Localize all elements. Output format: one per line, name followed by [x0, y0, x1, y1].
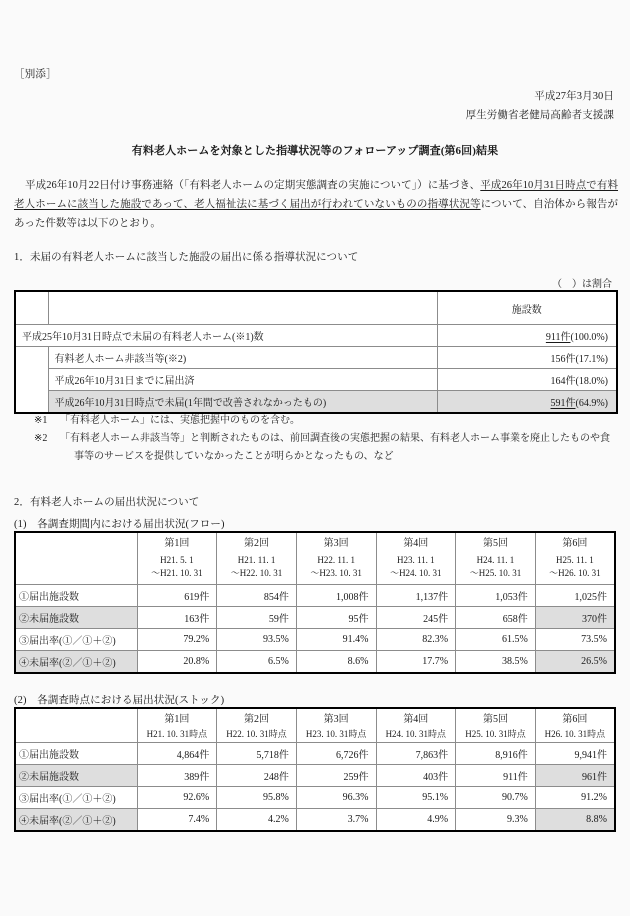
footnotes [14, 412, 618, 466]
stock-row-2-label: ②未届施設数 [15, 765, 137, 787]
ratio-note: （ ）は割合 [552, 279, 612, 290]
table-row-header-point [15, 726, 615, 743]
table-row [15, 765, 615, 787]
flow-round-4: 第4回 [376, 532, 456, 550]
stock-row-4-col-2: 4.2% [217, 809, 297, 832]
flow-row-4-label: ④未届率(②／①＋②) [15, 651, 137, 674]
stock-row-2-col-4: 403件 [376, 765, 456, 787]
table-row [15, 585, 615, 607]
flow-period-3-end: ～H23. 10. 31 [310, 568, 362, 578]
stock-round-4: 第4回 [376, 708, 456, 726]
section-2-heading: 2．有料老人ホームの届出状況について [14, 497, 200, 508]
flow-row-2-col-6: 370件 [535, 607, 615, 629]
row-value-pct: (64.9%) [575, 398, 608, 409]
flow-period-5-end: ～H25. 10. 31 [469, 568, 522, 578]
document-date: 平成27年3月30日 [534, 91, 614, 102]
row-label-submitted: 平成26年10月31日までに届出済 [48, 369, 437, 391]
flow-period-6 [535, 550, 615, 585]
flow-row-3-col-4: 82.3% [376, 629, 456, 651]
lead-paragraph [14, 176, 618, 233]
table-row-header-period [15, 550, 615, 585]
flow-row-1-label: ①届出施設数 [15, 585, 137, 607]
row-value-count: 911件 [545, 332, 571, 343]
stock-round-2: 第2回 [217, 708, 297, 726]
flow-row-2-col-4: 245件 [376, 607, 456, 629]
row-value-total [437, 325, 617, 347]
row-label-not-applicable: 有料老人ホーム非該当等(※2) [48, 347, 437, 369]
row-value-pct: (100.0%) [570, 332, 608, 343]
flow-row-1-col-5: 1,053件 [456, 585, 536, 607]
stock-row-2-col-2: 248件 [217, 765, 297, 787]
flow-period-4-end: ～H24. 10. 31 [390, 568, 442, 578]
flow-row-2-col-1: 163件 [137, 607, 217, 629]
row-label-text: 平成25年10月31日時点で未届の有料老人ホーム(※1)数 [22, 332, 264, 343]
lead-part-2: について、自治体から報告があった件数等は以下のとおり。 [14, 199, 618, 229]
page-title: 有料老人ホームを対象とした指導状況等のフォローアップ調査(第6回)結果 [131, 145, 499, 157]
header-blank-left [15, 291, 48, 325]
flow-period-1 [137, 550, 217, 585]
stock-row-3-col-4: 95.1% [376, 787, 456, 809]
flow-row-4-col-5: 38.5% [456, 651, 536, 674]
stock-point-2: H22. 10. 31時点 [217, 726, 297, 743]
stock-row-3-col-1: 92.6% [137, 787, 217, 809]
table-row [15, 809, 615, 832]
stock-point-4: H24. 10. 31時点 [376, 726, 456, 743]
flow-row-3-label: ③届出率(①／①＋②) [15, 629, 137, 651]
table-row-header-round [15, 532, 615, 550]
stock-round-3: 第3回 [296, 708, 376, 726]
header-facility-count: 施設数 [437, 291, 617, 325]
table-row [15, 607, 615, 629]
footnote-2 [14, 430, 618, 466]
table-row [15, 651, 615, 674]
section-1-heading: 1．未届の有料老人ホームに該当した施設の届出に係る指導状況について [14, 252, 359, 263]
flow-row-1-col-4: 1,137件 [376, 585, 456, 607]
stock-row-2-col-1: 389件 [137, 765, 217, 787]
stock-row-4-col-3: 3.7% [296, 809, 376, 832]
flow-period-4-start: H23. 11. 1 [396, 555, 435, 565]
flow-row-1-col-6: 1,025件 [535, 585, 615, 607]
stock-row-2-col-3: 259件 [296, 765, 376, 787]
row-value-count: 591件 [550, 398, 576, 409]
flow-period-5 [456, 550, 536, 585]
row-value-not-applicable: 156件(17.1%) [437, 347, 617, 369]
table-row [15, 369, 617, 391]
table-row [15, 787, 615, 809]
footnote-1-mark: ※1 [34, 415, 48, 426]
stock-row-2-col-6: 961件 [535, 765, 615, 787]
flow-row-4-col-4: 17.7% [376, 651, 456, 674]
stock-round-6: 第6回 [535, 708, 615, 726]
stock-row-4-label: ④未届率(②／①＋②) [15, 809, 137, 832]
row-indent-spacer [15, 347, 48, 369]
table-row [15, 347, 617, 369]
stock-header-corner-2 [15, 726, 137, 743]
flow-period-2-start: H21. 11. 1 [237, 555, 276, 565]
header-blank-label [48, 291, 437, 325]
stock-row-3-col-2: 95.8% [217, 787, 297, 809]
flow-row-3-col-2: 93.5% [217, 629, 297, 651]
flow-row-4-col-1: 20.8% [137, 651, 217, 674]
flow-header-corner [15, 532, 137, 550]
stock-row-1-col-1: 4,864件 [137, 743, 217, 765]
footnote-2-body [60, 430, 618, 466]
stock-row-4-col-6: 8.8% [535, 809, 615, 832]
flow-period-3 [296, 550, 376, 585]
row-value-still-unreported [437, 391, 617, 414]
row-indent-spacer [15, 391, 48, 414]
flow-round-3: 第3回 [296, 532, 376, 550]
flow-period-2 [217, 550, 297, 585]
stock-row-3-col-3: 96.3% [296, 787, 376, 809]
flow-row-2-label: ②未届施設数 [15, 607, 137, 629]
flow-period-1-end: ～H21. 10. 31 [151, 568, 203, 578]
footnote-2-text: 「有料老人ホーム非該当等」と判断されたものは、前回調査後の実態把握の結果、有料老人ホーム事業を廃止したものや食 [60, 433, 610, 444]
flow-period-1-start: H21. 5. 1 [160, 555, 194, 565]
lead-underlined: 平成26年10月31日時点で有料老人ホームに該当した施設であって、老人福祉法に基づく届出が行われていないものの指導状況等 [14, 180, 619, 210]
row-value-submitted: 164件(18.0%) [437, 369, 617, 391]
flow-row-3-col-1: 79.2% [137, 629, 217, 651]
stock-row-1-col-3: 6,726件 [296, 743, 376, 765]
stock-row-1-col-5: 8,916件 [456, 743, 536, 765]
stock-row-1-col-6: 9,941件 [535, 743, 615, 765]
document-issuer: 厚生労働省老健局高齢者支援課 [465, 110, 614, 121]
table-flow [14, 531, 616, 674]
flow-row-4-col-6: 26.5% [535, 651, 615, 674]
attachment-tag: ［別添］ [14, 69, 57, 80]
footnote-2-mark: ※2 [34, 433, 48, 444]
table-row [15, 743, 615, 765]
stock-row-3-col-5: 90.7% [456, 787, 536, 809]
flow-period-6-start: H25. 11. 1 [556, 555, 594, 565]
flow-round-2: 第2回 [217, 532, 297, 550]
flow-row-3-col-5: 61.5% [456, 629, 536, 651]
stock-row-1-label: ①届出施設数 [15, 743, 137, 765]
flow-row-1-col-2: 854件 [217, 585, 297, 607]
flow-row-2-col-2: 59件 [217, 607, 297, 629]
flow-row-3-col-6: 73.5% [535, 629, 615, 651]
footnote-1 [14, 412, 618, 430]
stock-point-1: H21. 10. 31時点 [137, 726, 217, 743]
stock-header-corner [15, 708, 137, 726]
footnote-1-text: 「有料老人ホーム」には、実態把握中のものを含む。 [60, 415, 300, 426]
flow-row-2-col-3: 95件 [296, 607, 376, 629]
flow-period-6-end: ～H26. 10. 31 [549, 568, 601, 578]
row-label-still-unreported: 平成26年10月31日時点で未届(1年間で改善されなかったもの) [48, 391, 437, 414]
subsection-stock-heading: (2) 各調査時点における届出状況(ストック) [14, 695, 225, 706]
flow-round-1: 第1回 [137, 532, 217, 550]
lead-part-1: 平成26年10月22日付け事務連絡（「有料老人ホームの定期実態調査の実施について」）に基づき、 [25, 180, 481, 191]
stock-row-4-col-4: 4.9% [376, 809, 456, 832]
footnote-2-continuation: 事等のサービスを提供していなかったことが明らかとなったもの、など [74, 451, 394, 462]
row-label-total [15, 325, 437, 347]
stock-round-1: 第1回 [137, 708, 217, 726]
stock-row-1-col-4: 7,863件 [376, 743, 456, 765]
flow-row-2-col-5: 658件 [456, 607, 536, 629]
table-row [15, 629, 615, 651]
flow-period-5-start: H24. 11. 1 [476, 555, 515, 565]
stock-row-3-label: ③届出率(①／①＋②) [15, 787, 137, 809]
stock-point-3: H23. 10. 31時点 [296, 726, 376, 743]
table-row-header-round [15, 708, 615, 726]
table-row [15, 325, 617, 347]
stock-point-5: H25. 10. 31時点 [456, 726, 536, 743]
stock-row-2-col-5: 911件 [456, 765, 536, 787]
subsection-flow-heading: (1) 各調査期間内における届出状況(フロー) [14, 519, 225, 530]
flow-round-6: 第6回 [535, 532, 615, 550]
flow-row-4-col-2: 6.5% [217, 651, 297, 674]
stock-row-4-col-1: 7.4% [137, 809, 217, 832]
table-notified-status [14, 290, 618, 414]
table-row-header [15, 291, 617, 325]
flow-row-3-col-3: 91.4% [296, 629, 376, 651]
stock-row-3-col-6: 91.2% [535, 787, 615, 809]
row-indent-spacer [15, 369, 48, 391]
stock-point-6: H26. 10. 31時点 [535, 726, 615, 743]
flow-period-2-end: ～H22. 10. 31 [230, 568, 283, 578]
stock-row-1-col-2: 5,718件 [217, 743, 297, 765]
flow-row-4-col-3: 8.6% [296, 651, 376, 674]
table-stock [14, 707, 616, 832]
flow-period-3-start: H22. 11. 1 [317, 555, 356, 565]
stock-row-4-col-5: 9.3% [456, 809, 536, 832]
flow-row-1-col-3: 1,008件 [296, 585, 376, 607]
table-row [15, 391, 617, 414]
stock-round-5: 第5回 [456, 708, 536, 726]
flow-header-corner-2 [15, 550, 137, 585]
flow-period-4 [376, 550, 456, 585]
flow-round-5: 第5回 [456, 532, 536, 550]
flow-row-1-col-1: 619件 [137, 585, 217, 607]
